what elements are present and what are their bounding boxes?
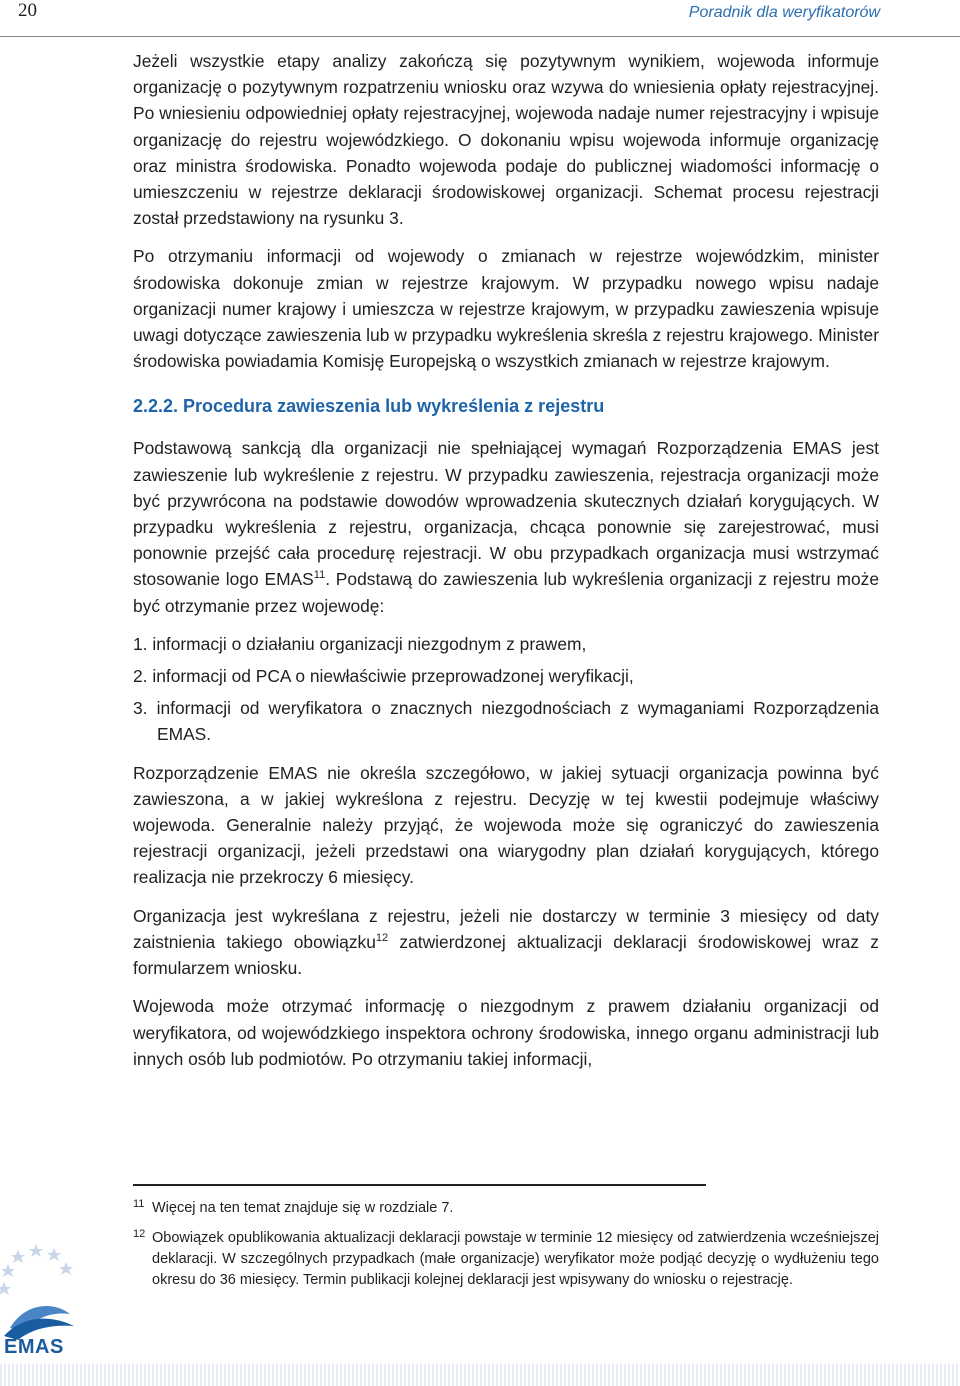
page-number: 20 [18,0,37,21]
paragraph-5-text-a: Organizacja jest wykreślana z rejestru, jeżeli nie dostarczy w terminie 3 miesięcy od daty zaistnienia takiego obowiązku [133,905,879,952]
footnote-text: Obowiązek opublikowania aktualizacji deklaracji powstaje w terminie 12 miesięcy od zatwierdzenia wcześniejszej deklaracji. W szczególnych przypadkach (małe organizacje) weryfikator może podjąć decyzję o wydłużeniu tego okresu do 36 miesięcy. Termin publikacji kolejnej deklaracji jest wpisywany do wniosku o rejestrację. [152,1230,879,1288]
paragraph-6: Wojewoda może otrzymać informację o niezgodnym z prawem działaniu organizacji od weryfikatora, od wojewódzkiego inspektora ochrony środowiska, innego organu administracji lub innych osób lub podmiotów. Po otrzymaniu takiej informacji, [133,996,879,1069]
footnote-number: 11 [133,1198,145,1210]
paragraph-2: Po otrzymaniu informacji od wojewody o zmianach w rejestrze wojewódzkim, minister środowiska dokonuje zmian w rejestrze krajowym. W przypadku nowego wpisu nadaje organizacji numer krajowy i umieszcza w rejestrze krajowym, w przypadku zawieszenia wpisuje uwagi dotyczące zawieszenia lub w przypadku wykreślenia skreśla z rejestru krajowego. Minister środowiska powiadamia Komisję Europejską o wszystkich zmianach w rejestrze krajowym. [133,246,879,372]
section-heading: 2.2.2. Procedura zawieszenia lub wykreślenia z rejestru [133,396,605,417]
footnote-ref-11: 11 [313,569,326,582]
paragraph-3-text-a: Podstawową sankcją dla organizacji nie spełniającej wymagań Rozporządzenia EMAS jest zawieszenie lub wykreślenie z rejestru. W przypadku zawieszenia, rejestracja organizacji może być przywrócona na podstawie dowodów wprowadzenia skutecznych działań korygujących. W przypadku wykreślenia z rejestru, organizacja, chcąca ponownie się zarejestrować, musi ponownie przejść cała procedurę rejestracji. W obu przypadkach organizacja musi wstrzymać stosowanie logo EMAS [133,438,879,590]
bottom-band [0,1364,960,1386]
paragraph-3-text-b: . Podstawą do zawieszenia lub wykreślenia organizacji z rejestru może być otrzymanie przez wojewodę: [133,569,879,616]
footnote-number: 12 [133,1228,146,1240]
paragraph-1: Jeżeli wszystkie etapy analizy zakończą się pozytywnym wynikiem, wojewoda informuje organizację o pozytywnym rozpatrzeniu wniosku oraz wzywa do wniesienia opłaty rejestracyjnej. Po wniesieniu odpowiedniej opłaty rejestracyjnej, wojewoda nadaje numer rejestracyjny i wpisuje organizację do rejestru wojewódzkiego. O dokonaniu wpisu wojewoda informuje organizację oraz ministra środowiska. Ponadto wojewoda podaje do publicznej wiadomości informację o umieszczeniu w rejestrze deklaracji środowiskowej organizacji. Schemat procesu rejestracji został przedstawiony na rysunku 3. [133,51,879,229]
list-item: 1. informacji o działaniu organizacji niezgodnym z prawem, [133,633,587,654]
paragraph-5 [133,903,879,982]
paragraph-3 [133,435,879,618]
header-rule [0,36,960,37]
footnote-text: Więcej na ten temat znajduje się w rozdziale 7. [152,1200,454,1216]
list-item: 2. informacji od PCA o niewłaściwie przeprowadzonej weryfikacji, [133,666,634,687]
footnote [133,1228,879,1291]
running-title: Poradnik dla weryfikatorów [688,4,880,21]
numbered-list [133,631,879,748]
paragraph-4: Rozporządzenie EMAS nie określa szczegółowo, w jakiej sytuacji organizacja powinna być zawieszona, a w jakiej wykreślona z rejestru. Decyzję w tej kwestii podejmuje właściwy wojewoda. Generalnie należy przyjąć, że wojewoda może się ograniczyć do zawieszenia rejestracji organizacji, jeżeli przedstawi ona wiarygodny plan działań korygujących, którego realizacja nie przekroczy 6 miesięcy. [133,762,879,888]
emas-logo-text: EMAS [4,1336,64,1358]
footnotes [133,1198,879,1300]
footnote-ref-12: 12 [375,932,389,945]
main-content [133,48,879,1084]
footnote [133,1198,879,1219]
list-item: 3. informacji od weryfikatora o znacznych niezgodnościach z wymaganiami Rozporządzenia EMAS. [133,698,879,745]
paragraph-5-text-b: zatwierdzonej aktualizacji deklaracji środowiskowej wraz z formularzem wniosku. [133,931,879,979]
footnote-separator [133,1184,706,1186]
